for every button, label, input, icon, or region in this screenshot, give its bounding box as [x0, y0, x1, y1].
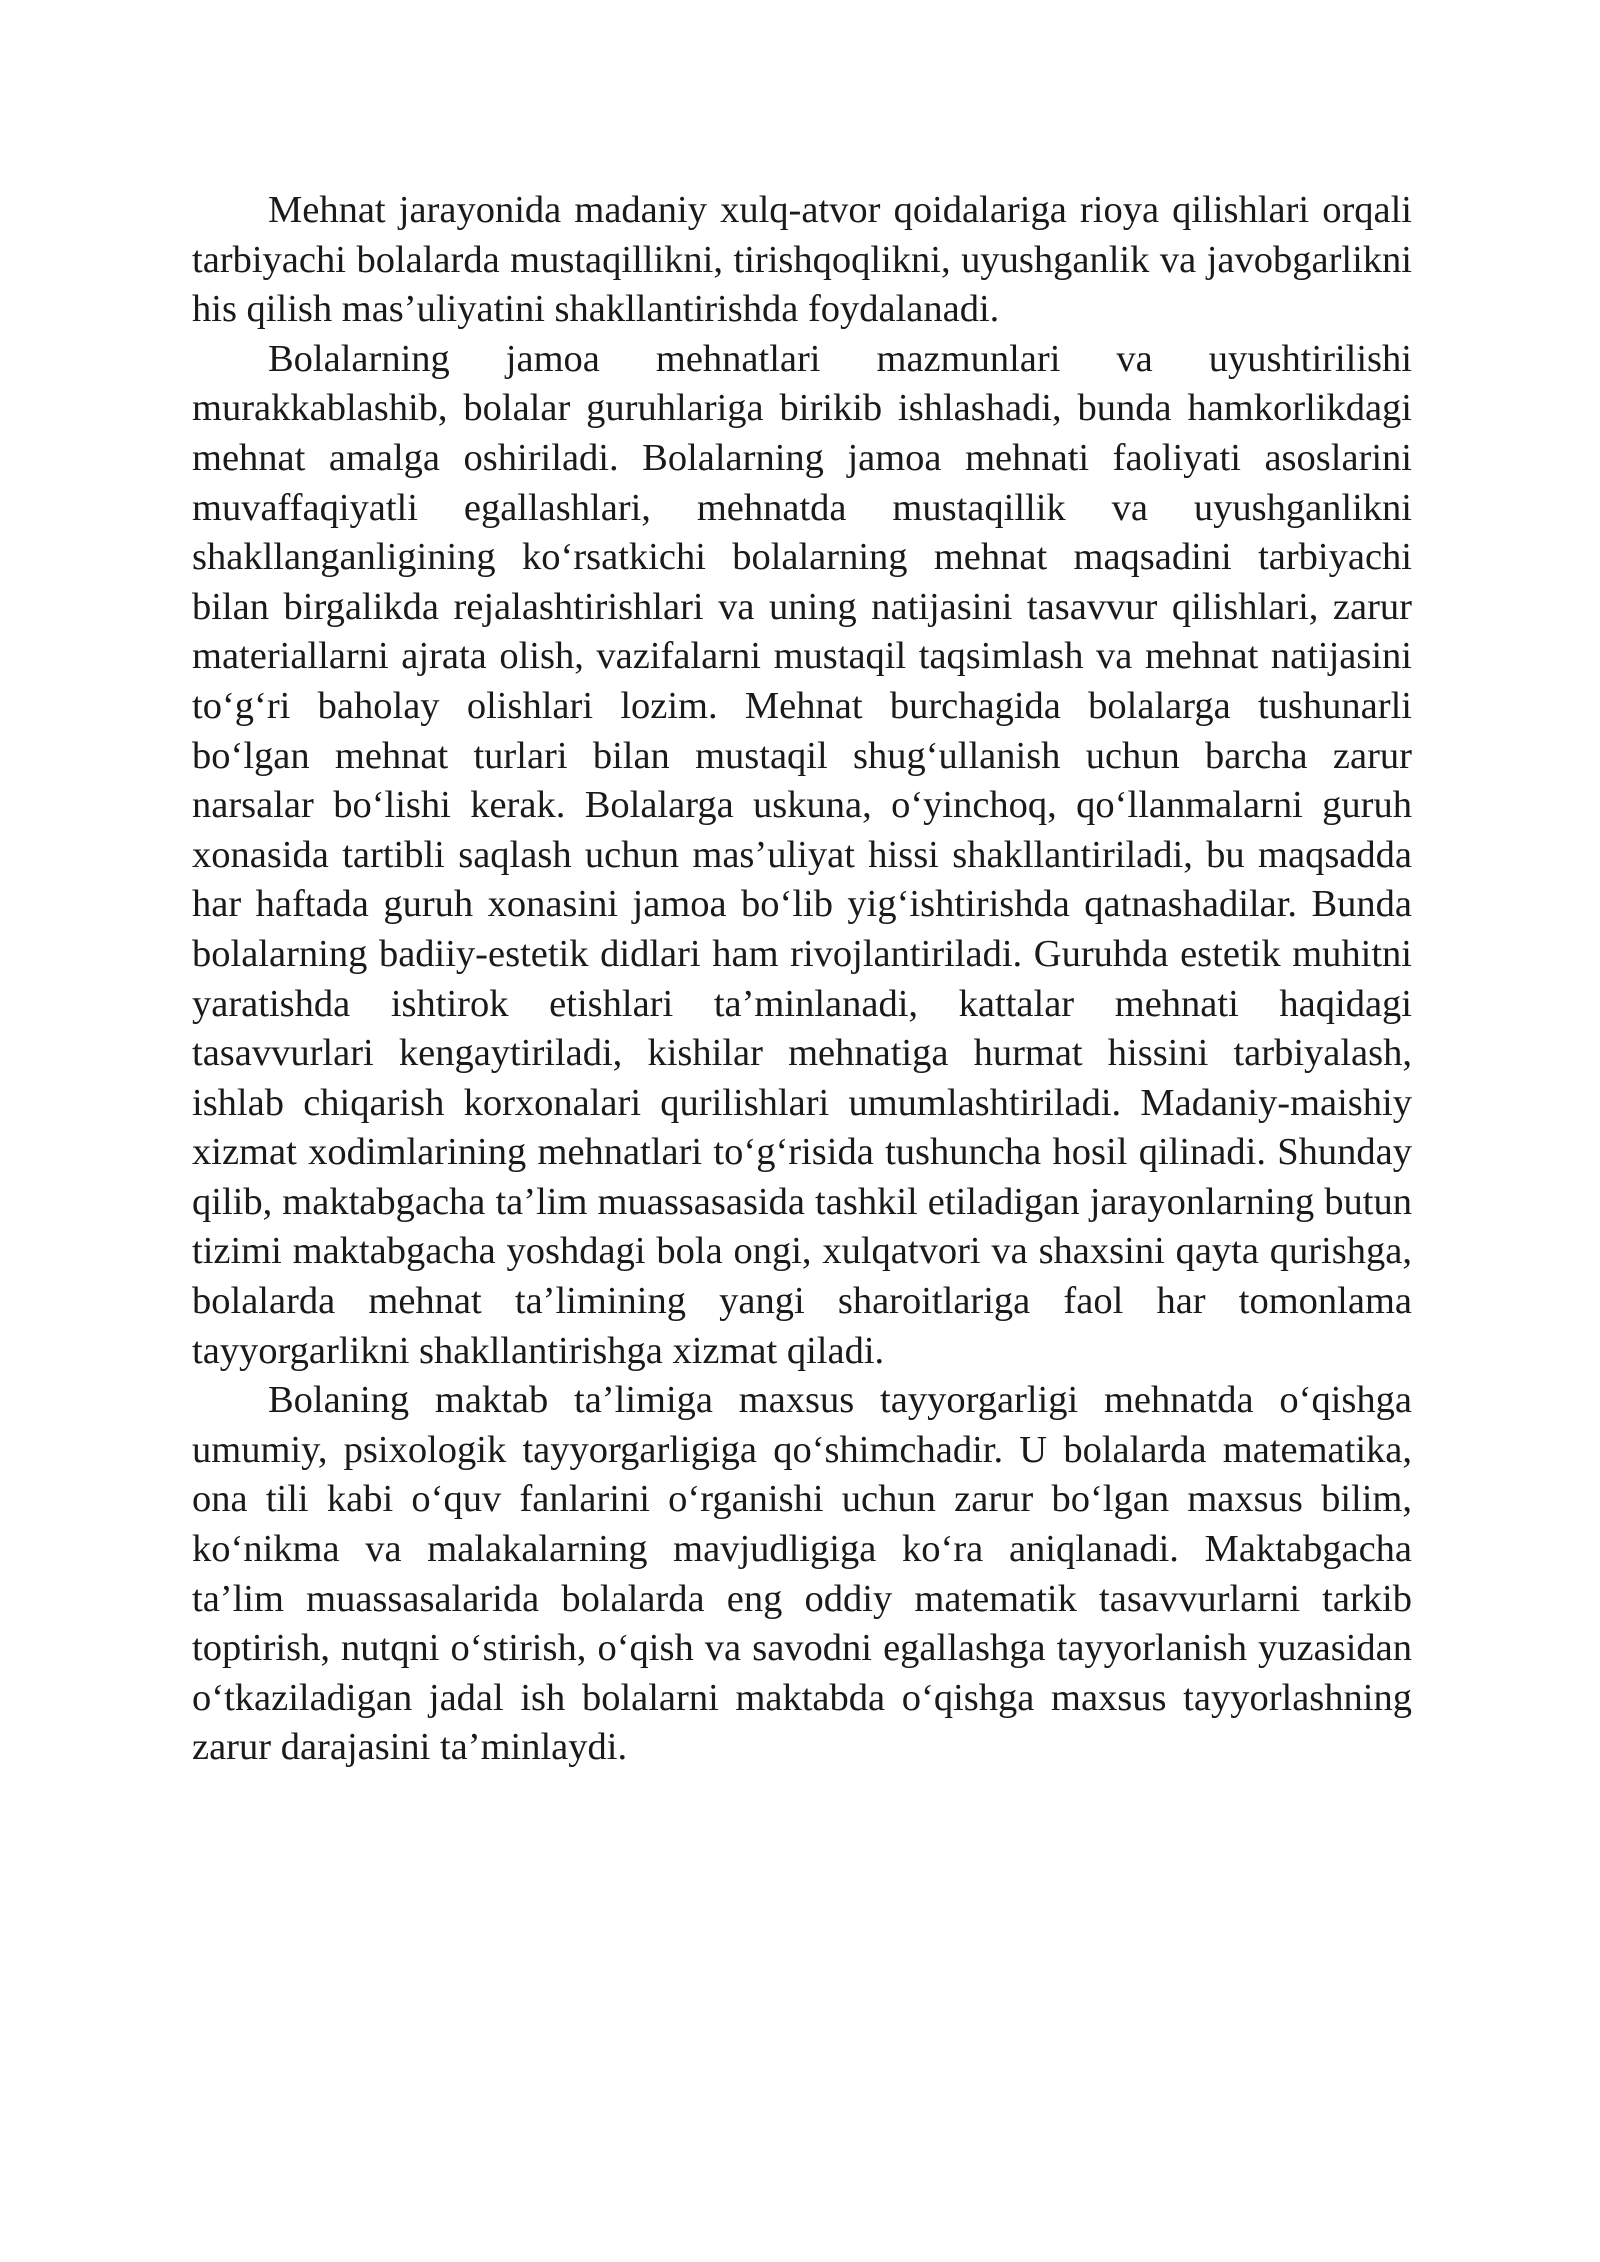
paragraph-work-culture: Mehnat jarayonida madaniy xulq-atvor qoidalariga rioya qilishlari orqali tarbiyachi bolalarda mustaqillikni, tirishqoqlikni, uyushganlik va javobgarlikni his qilish mas’uliyatini shakllantirishda foydalanadi. — [192, 189, 1412, 331]
paragraph-collective-work: Bolalarning jamoa mehnatlari mazmunlari va uyushtirilishi murakkablashib, bolalar guruhlariga birikib ishlashadi, bunda hamkorlikdagi mehnat amalga oshiriladi. Bolalarning jamoa mehnati faoliyati asoslarini muvaffaqiyatli egallashlari, mehnatda mustaqillik va uyushganlikni shakllanganligining ko‘rsatkichi bolalarning mehnat maqsadini tarbiyachi bilan birgalikda rejalashtirishlari va uning natijasini tasavvur qilishlari, zarur materiallarni ajrata olish, vazifalarni mustaqil taqsimlash va mehnat natijasini to‘g‘ri baholay olishlari lozim. Mehnat burchagida bolalarga tushunarli bo‘lgan mehnat turlari bilan mustaqil shug‘ullanish uchun barcha zarur narsalar bo‘lishi kerak. Bolalarga uskuna, o‘yinchoq, qo‘llanmalarni guruh xonasida tartibli saqlash uchun mas’uliyat hissi shakllantiriladi, bu maqsadda har haftada guruh xonasini jamoa bo‘lib yig‘ishtirishda qatnashadilar. Bunda bolalarning badiiy-estetik didlari ham rivojlantiriladi. Guruhda estetik muhitni yaratishda ishtirok etishlari ta’minlanadi, kattalar mehnati haqidagi tasavvurlari kengaytiriladi, kishilar mehnatiga hurmat hissini tarbiyalash, ishlab chiqarish korxonalari qurilishlari umumlashtiriladi. Madaniy-maishiy xizmat xodimlarining mehnatlari to‘g‘risida tushuncha hosil qilinadi. Shunday qilib, maktabgacha ta’lim muassasasida tashkil etiladigan jarayonlarning butun tizimi maktabgacha yoshdagi bola ongi, xulqatvori va shaxsini qayta qurishga, bolalarda mehnat ta’limining yangi sharoitlariga faol har tomonlama tayyorgarlikni shakllantirishga xizmat qiladi. — [192, 337, 1412, 1372]
body-text — [192, 186, 1412, 1773]
paragraph-school-readiness: Bolaning maktab ta’limiga maxsus tayyorgarligi mehnatda o‘qishga umumiy, psixologik tayyorgarligiga qo‘shimchadir. U bolalarda matematika, ona tili kabi o‘quv fanlarini o‘rganishi uchun zarur bo‘lgan maxsus bilim, ko‘nikma va malakalarning mavjudligiga ko‘ra aniqlanadi. Maktabgacha ta’lim muassasalarida bolalarda eng oddiy matematik tasavvurlarni tarkib toptirish, nutqni o‘stirish, o‘qish va savodni egallashga tayyorlanish yuzasidan o‘tkaziladigan jadal ish bolalarni maktabda o‘qishga maxsus tayyorlashning zarur darajasini ta’minlaydi. — [192, 1379, 1412, 1769]
